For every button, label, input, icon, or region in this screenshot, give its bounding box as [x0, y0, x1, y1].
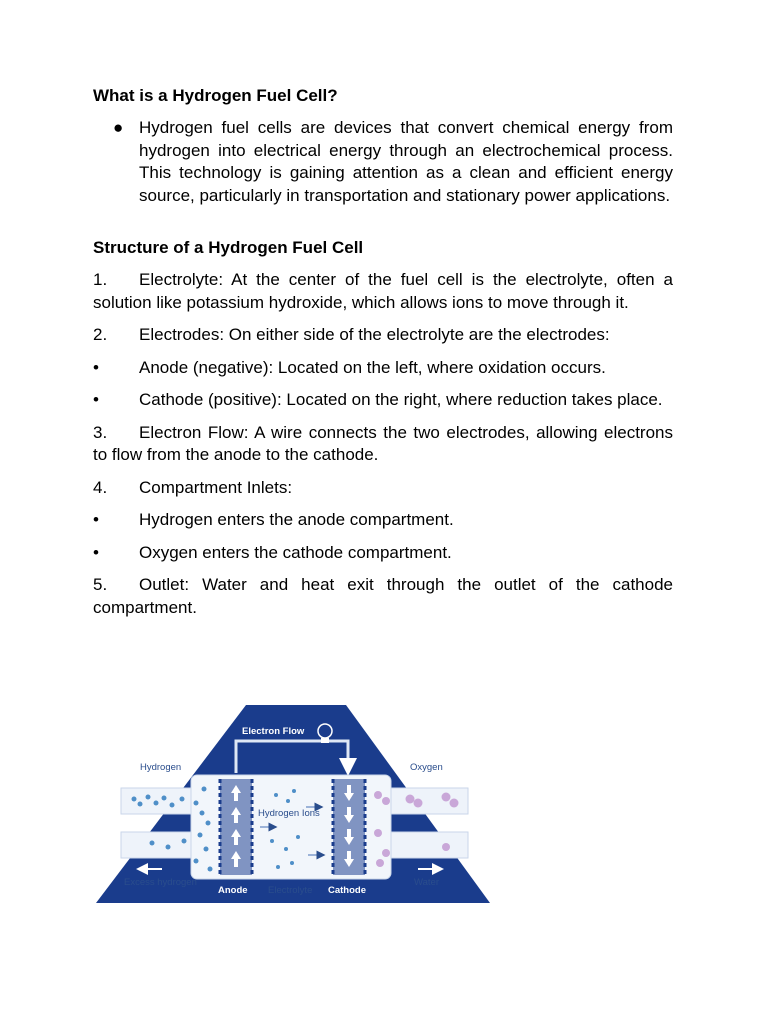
item-marker: 5.: [93, 575, 108, 594]
document-body: [93, 84, 673, 629]
item-marker: 1.: [93, 270, 108, 289]
label-anode: Anode: [218, 885, 248, 896]
label-hydrogen-ions: Hydrogen Ions: [258, 808, 320, 819]
structure-item: [93, 509, 673, 532]
label-oxygen: Oxygen: [410, 762, 443, 773]
label-electron-flow: Electron Flow: [242, 726, 305, 737]
item-marker: 2.: [93, 325, 108, 344]
item-marker: •: [93, 510, 99, 529]
label-cathode: Cathode: [328, 885, 366, 896]
item-marker: 3.: [93, 422, 108, 442]
structure-list: [93, 269, 673, 619]
fuel-cell-diagram: [96, 703, 490, 903]
item-marker: •: [93, 390, 99, 409]
item-text: Electrolyte: At the center of the fuel cell is the electrolyte, often a solution like potassium hydroxide, which allows ions to move through it.: [93, 270, 673, 312]
item-marker: •: [93, 357, 99, 377]
bullet-dot-icon: ●: [113, 118, 124, 137]
item-marker: •: [93, 542, 99, 562]
structure-item: [93, 269, 673, 314]
heading-structure: Structure of a Hydrogen Fuel Cell: [93, 238, 364, 257]
item-marker: 4.: [93, 477, 108, 497]
structure-item: [93, 542, 673, 565]
item-text: Electron Flow: A wire connects the two electrodes, allowing electrons to flow from the anode to the cathode.: [93, 422, 673, 464]
intro-bullet: [93, 117, 673, 207]
label-excess-hydrogen: Excess hydrogen: [124, 877, 197, 888]
item-text: Electrodes: On either side of the electrolyte are the electrodes:: [139, 325, 610, 344]
structure-item: [93, 324, 673, 347]
structure-item: [93, 477, 673, 500]
structure-item: [93, 574, 673, 619]
intro-bullet-text: Hydrogen fuel cells are devices that convert chemical energy from hydrogen into electrical energy through an electrochemical process. This technology is gaining attention as a clean and efficient energy source, particularly in transportation and stationary power applications.: [139, 118, 673, 205]
item-text: Anode (negative): Located on the left, where oxidation occurs.: [139, 357, 606, 377]
item-text: Compartment Inlets:: [139, 477, 293, 497]
item-text: Oxygen enters the cathode compartment.: [139, 542, 452, 562]
item-text: Hydrogen enters the anode compartment.: [139, 510, 454, 529]
label-water: Water: [414, 877, 439, 888]
item-text: Outlet: Water and heat exit through the outlet of the cathode compartment.: [93, 575, 673, 617]
structure-item: [93, 422, 673, 467]
structure-item: [93, 389, 673, 412]
label-hydrogen: Hydrogen: [140, 762, 182, 773]
label-electrolyte: Electrolyte: [268, 885, 313, 896]
heading-what-is: What is a Hydrogen Fuel Cell?: [93, 86, 338, 105]
item-text: Cathode (positive): Located on the right, where reduction takes place.: [139, 390, 663, 409]
structure-item: [93, 357, 673, 380]
